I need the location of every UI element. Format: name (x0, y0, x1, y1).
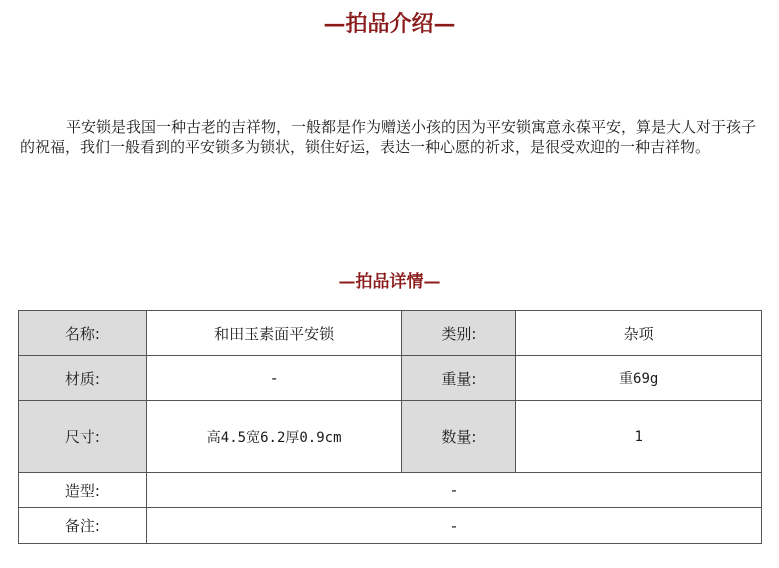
shape-value: - (146, 473, 761, 508)
material-value: - (146, 356, 402, 401)
quantity-label: 数量: (402, 401, 516, 473)
details-section-title: —拍品详情— (338, 272, 441, 292)
table-row-size (19, 401, 762, 473)
shape-label: 造型: (19, 473, 147, 508)
name-label: 名称: (19, 311, 147, 356)
material-label: 材质: (19, 356, 147, 401)
category-label: 类别: (402, 311, 516, 356)
remarks-value: - (146, 508, 761, 544)
name-value: 和田玉素面平安锁 (146, 311, 402, 356)
table-row-material (19, 356, 762, 401)
category-value: 杂项 (516, 311, 762, 356)
intro-section-title: —拍品介绍— (323, 11, 456, 37)
table-row-remarks (19, 508, 762, 544)
table-row-name (19, 311, 762, 356)
size-label: 尺寸: (19, 401, 147, 473)
table-row-shape (19, 473, 762, 508)
size-value: 高4.5宽6.2厚0.9cm (146, 401, 402, 473)
intro-paragraph: 平安锁是我国一种古老的吉祥物，一般都是作为赠送小孩的因为平安锁寓意永葆平安，算是大人对于孩子的祝福，我们一般看到的平安锁多为锁状，锁住好运，表达一种心愿的祈求，是很受欢迎的一种吉祥物。 (20, 118, 757, 156)
remarks-label: 备注: (19, 508, 147, 544)
details-table (18, 310, 762, 544)
weight-value: 重69g (516, 356, 762, 401)
weight-label: 重量: (402, 356, 516, 401)
quantity-value: 1 (516, 401, 762, 473)
